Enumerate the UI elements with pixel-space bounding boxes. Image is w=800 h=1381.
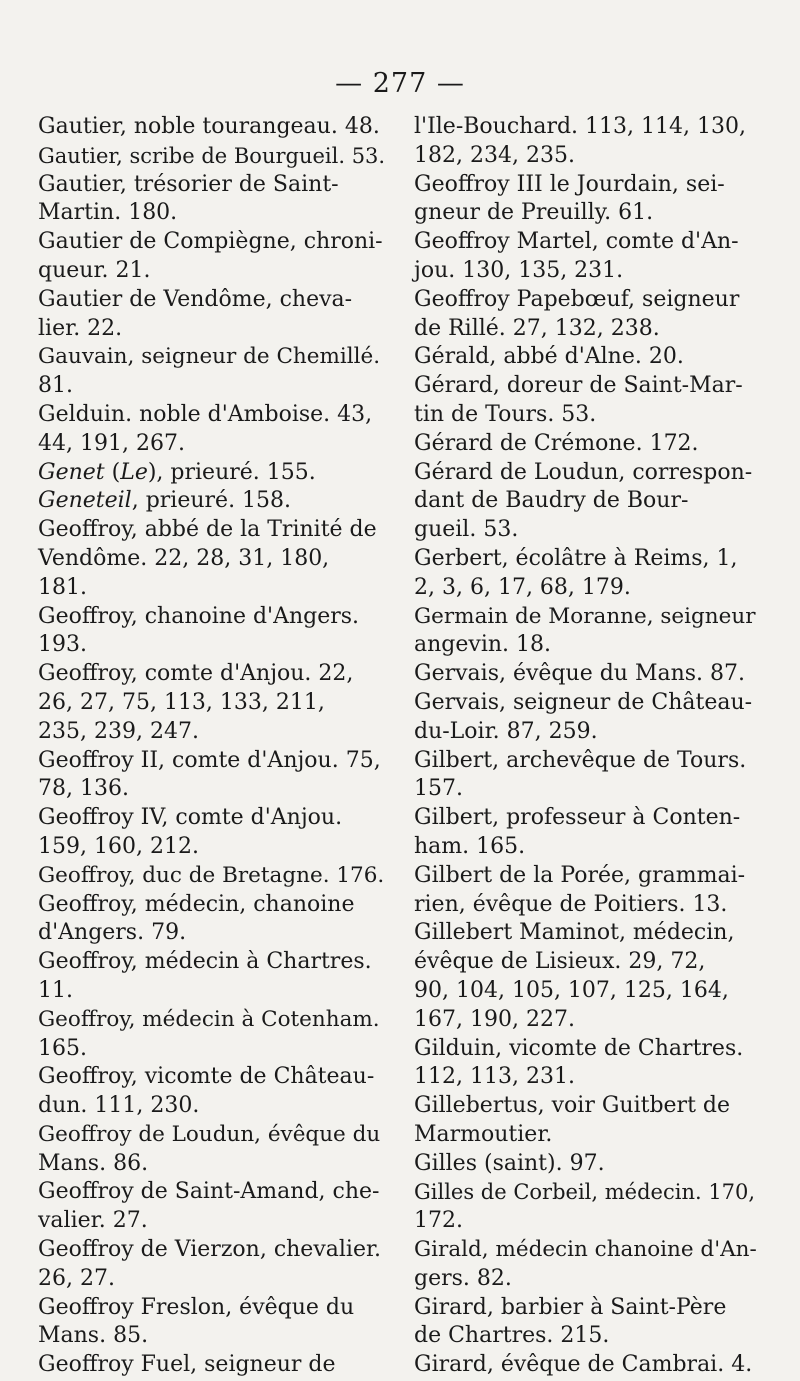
index-entry	[414, 747, 762, 805]
index-entry	[38, 343, 386, 401]
index-entry	[38, 948, 386, 1006]
index-entry	[38, 1178, 386, 1236]
index-entry	[38, 660, 386, 746]
index-entry-line: du-Loir. 87, 259.	[414, 718, 598, 744]
index-entry-line: Gérard, doreur de Saint-Mar-	[414, 373, 743, 399]
index-entry	[414, 228, 762, 286]
index-entry-line: Gilbert, professeur à Conten-	[414, 805, 741, 831]
index-entry-line: de Chartres. 215.	[414, 1323, 610, 1349]
index-entry	[38, 142, 386, 171]
index-entry	[38, 1351, 386, 1380]
index-entry-line: Gerbert, écolâtre à Reims, 1,	[414, 545, 738, 571]
index-entry-line: Gervais, seigneur de Château-	[414, 689, 753, 715]
index-entry-line: 2, 3, 6, 17, 68, 179.	[414, 574, 631, 600]
index-entry-line: 193.	[38, 632, 87, 658]
index-entry	[414, 286, 762, 344]
index-entry-line: Gelduin. noble d'Amboise. 43,	[38, 401, 373, 427]
index-entry	[414, 1150, 762, 1179]
index-entry-line: Genet (Le), prieuré. 155.	[38, 459, 316, 485]
index-entry-line: Girald, médecin chanoine d'An-	[414, 1237, 757, 1263]
index-entry	[414, 1092, 762, 1150]
index-entry-line: Mans. 86.	[38, 1150, 149, 1176]
index-entry-line: Gérard de Loudun, correspon-	[414, 459, 753, 485]
index-entry	[38, 1236, 386, 1294]
index-entry-line: 81.	[38, 373, 73, 399]
index-entry-line: évêque de Lisieux. 29, 72,	[414, 949, 706, 975]
index-entry-line: Geoffroy, médecin à Chartres.	[38, 949, 372, 975]
index-entry-line: Geneteil, prieuré. 158.	[38, 488, 292, 514]
index-entry	[38, 1063, 386, 1121]
index-entry-line: 26, 27, 75, 113, 133, 211,	[38, 689, 325, 715]
index-entry	[414, 1035, 762, 1093]
index-entry-line: Vendôme. 22, 28, 31, 180,	[38, 545, 330, 571]
index-entry-line: Geoffroy, abbé de la Trinité de	[38, 517, 377, 543]
index-entry-line: gers. 82.	[414, 1265, 512, 1291]
index-entry	[38, 862, 386, 891]
index-entry	[414, 459, 762, 545]
index-entry	[38, 228, 386, 286]
index-entry-line: Gauvain, seigneur de Chemillé.	[38, 344, 381, 370]
index-entry-line: 172.	[414, 1208, 463, 1234]
index-entry	[38, 516, 386, 602]
index-entry-line: rien, évêque de Poitiers. 13.	[414, 891, 728, 917]
index-entry	[38, 1294, 386, 1352]
index-entry-line: dun. 111, 230.	[38, 1093, 200, 1119]
index-entry-line: 157.	[414, 776, 463, 802]
index-entry-line: Gérard de Crémone. 172.	[414, 430, 699, 456]
index-entry-line: Gilles de Corbeil, médecin. 170,	[414, 1180, 756, 1205]
index-entry-line: gueil. 53.	[414, 517, 519, 543]
index-entry-line: Gillebertus, voir Guitbert de	[414, 1093, 731, 1119]
page-number: — 277 —	[335, 68, 465, 99]
index-entry	[38, 113, 386, 142]
index-entry	[414, 862, 762, 920]
index-entry-line: Geoffroy Martel, comte d'An-	[414, 229, 739, 255]
index-entry	[38, 603, 386, 661]
index-entry-line: l'Ile-Bouchard. 113, 114, 130,	[414, 114, 746, 139]
index-entry	[414, 1178, 762, 1236]
index-entry	[414, 113, 762, 171]
index-entry-line: Geoffroy, chanoine d'Angers.	[38, 603, 360, 629]
index-entry	[414, 919, 762, 1034]
index-entry	[414, 171, 762, 229]
index-entry-line: Girard, barbier à Saint-Père	[414, 1294, 727, 1320]
index-entry-line: Gilbert de la Porée, grammai-	[414, 862, 746, 888]
index-entry	[414, 372, 762, 430]
index-entry-line: angevin. 18.	[414, 632, 551, 658]
index-entry-line: Gervais, évêque du Mans. 87.	[414, 661, 746, 687]
index-entry-line: valier. 27.	[38, 1208, 148, 1234]
index-entry-line: lier. 22.	[38, 315, 123, 341]
index-entry-line: Gilles (saint). 97.	[414, 1150, 605, 1176]
index-entry-line: Gautier, trésorier de Saint-	[38, 171, 339, 197]
index-entry	[38, 747, 386, 805]
index-entry-line: tin de Tours. 53.	[414, 401, 597, 427]
index-entry-line: 159, 160, 212.	[38, 833, 199, 859]
index-entry-line: Gillebert Maminot, médecin,	[414, 920, 735, 946]
index-entry-line: 167, 190, 227.	[414, 1006, 575, 1032]
index-entry-line: Geoffroy Freslon, évêque du	[38, 1294, 355, 1320]
index-entry	[414, 545, 762, 603]
index-column-right	[414, 113, 762, 1380]
index-entry-line: Geoffroy IV, comte d'Anjou.	[38, 805, 343, 831]
index-entry-line: Geoffroy Fuel, seigneur de	[38, 1352, 336, 1378]
index-entry-line: Germain de Moranne, seigneur	[414, 603, 756, 629]
index-entry-line: Geoffroy de Vierzon, chevalier.	[38, 1237, 382, 1263]
index-entry	[38, 891, 386, 949]
index-entry-line: Geoffroy, vicomte de Château-	[38, 1064, 375, 1090]
index-entry-line: 90, 104, 105, 107, 125, 164,	[414, 977, 729, 1003]
index-entry-line: Gilduin, vicomte de Chartres.	[414, 1035, 744, 1061]
index-entry	[38, 1121, 386, 1179]
index-entry-line: Geoffroy de Saint-Amand, che-	[38, 1179, 380, 1205]
index-entry-line: Geoffroy III le Jourdain, sei-	[414, 171, 725, 197]
index-entry	[38, 804, 386, 862]
index-entry	[414, 1351, 762, 1380]
index-entry	[414, 660, 762, 689]
index-entry-line: ham. 165.	[414, 833, 526, 859]
index-entry-line: Gérald, abbé d'Alne. 20.	[414, 344, 684, 370]
index-entry-line: 44, 191, 267.	[38, 430, 185, 456]
index-entry	[414, 603, 762, 661]
index-entry-line: 112, 113, 231.	[414, 1064, 575, 1090]
index-entry	[414, 1294, 762, 1352]
index-entry-line: Gilbert, archevêque de Tours.	[414, 747, 747, 773]
index-entry-line: Geoffroy, comte d'Anjou. 22,	[38, 661, 354, 687]
index-entry-line: 182, 234, 235.	[414, 142, 575, 168]
index-entry-line: Mans. 85.	[38, 1323, 149, 1349]
index-entry	[38, 286, 386, 344]
index-entry-line: d'Angers. 79.	[38, 920, 187, 946]
index-entry-line: Gautier, scribe de Bourgueil. 53.	[38, 143, 386, 168]
index-entry-line: jou. 130, 135, 231.	[414, 257, 624, 283]
index-entry-line: 11.	[38, 977, 73, 1003]
index-entry	[414, 430, 762, 459]
index-entry-line: Geoffroy II, comte d'Anjou. 75,	[38, 747, 381, 773]
index-entry-line: 165.	[38, 1035, 87, 1061]
index-entry	[414, 804, 762, 862]
index-entry-line: 78, 136.	[38, 776, 129, 802]
index-entry	[38, 401, 386, 459]
index-entry-line: Geoffroy, médecin à Cotenham.	[38, 1006, 380, 1032]
index-entry-line: Geoffroy Papebœuf, seigneur	[414, 286, 740, 312]
index-entry-line: gneur de Preuilly. 61.	[414, 200, 654, 226]
index-entry	[38, 487, 386, 516]
index-entry	[414, 1236, 762, 1294]
index-entry-line: 235, 239, 247.	[38, 718, 199, 744]
index-entry	[414, 689, 762, 747]
index-entry	[38, 459, 386, 488]
index-entry-line: queur. 21.	[38, 257, 151, 283]
index-entry-line: Gautier de Vendôme, cheva-	[38, 286, 353, 312]
index-entry	[414, 343, 762, 372]
index-entry-line: Geoffroy de Loudun, évêque du	[38, 1121, 381, 1147]
index-entry	[38, 171, 386, 229]
index-entry-line: 26, 27.	[38, 1265, 115, 1291]
index-entry-line: Martin. 180.	[38, 200, 178, 226]
index-entry-line: Geoffroy, médecin, chanoine	[38, 891, 355, 917]
index-entry-line: Geoffroy, duc de Bretagne. 176.	[38, 862, 385, 888]
index-entry-line: Gautier, noble tourangeau. 48.	[38, 114, 380, 139]
index-entry-line: de Rillé. 27, 132, 238.	[414, 315, 660, 341]
index-entry	[38, 1006, 386, 1064]
index-entry-line: Girard, évêque de Cambrai. 4.	[414, 1352, 753, 1378]
index-entry-line: 181.	[38, 574, 87, 600]
index-entry-line: Marmoutier.	[414, 1121, 553, 1147]
index-entry-line: Gautier de Compiègne, chroni-	[38, 229, 383, 255]
index-entry-line: dant de Baudry de Bour-	[414, 488, 689, 514]
index-column-left	[38, 113, 386, 1380]
